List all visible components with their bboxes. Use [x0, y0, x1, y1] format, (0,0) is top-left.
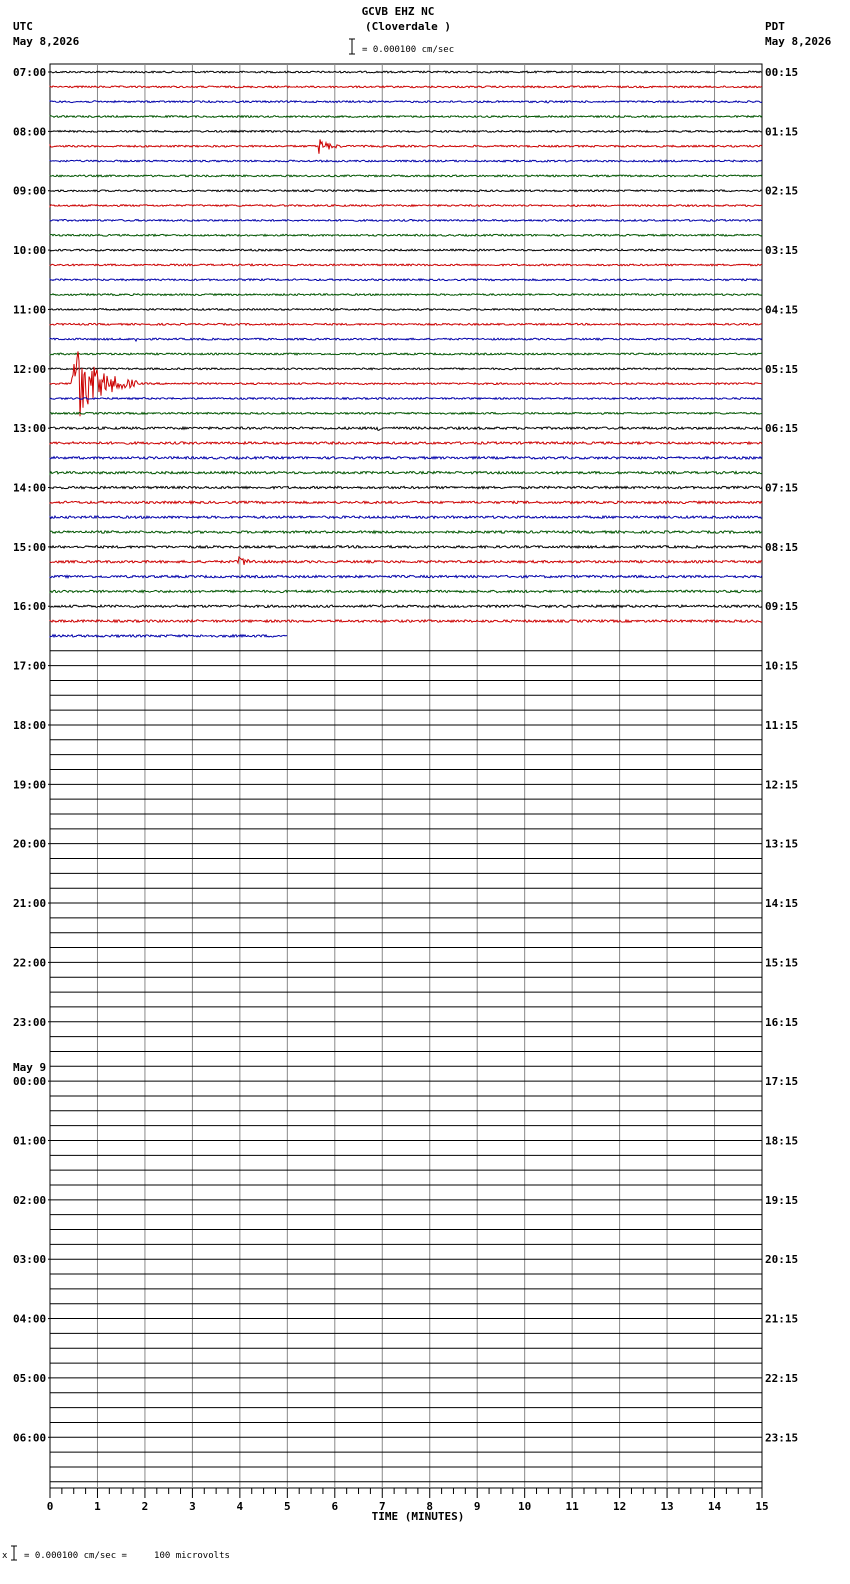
- seismic-trace: [50, 351, 762, 416]
- pdt-hour-label: 23:15: [765, 1431, 799, 1445]
- x-tick-label: 15: [755, 1500, 769, 1513]
- utc-hour-label: 07:00: [13, 66, 47, 79]
- x-tick-label: 4: [236, 1500, 244, 1513]
- utc-hour-label: 13:00: [13, 422, 47, 436]
- pdt-hour-label: 05:15: [765, 362, 799, 376]
- seismic-trace: [50, 557, 762, 565]
- pdt-hour-label: 03:15: [765, 244, 799, 258]
- station-title: GCVB EHZ NC: [361, 5, 435, 18]
- utc-hour-label: 22:00: [13, 956, 47, 970]
- utc-hour-label: 21:00: [13, 897, 47, 911]
- utc-hour-label: 15:00: [13, 540, 47, 554]
- seismic-trace: [50, 398, 762, 400]
- pdt-hour-label: 00:15: [765, 66, 799, 79]
- seismic-trace: [50, 486, 762, 488]
- utc-hour-labels: [13, 66, 50, 1444]
- x-tick-label: 7: [378, 1500, 386, 1513]
- left-timezone: UTC: [13, 20, 33, 33]
- seismic-trace: [50, 190, 762, 192]
- scale-label: = 0.000100 cm/sec: [362, 45, 455, 55]
- pdt-hour-label: 09:15: [765, 600, 799, 614]
- x-tick-label: 3: [189, 1500, 196, 1513]
- pdt-hour-label: 12:15: [765, 778, 799, 792]
- utc-hour-label: 16:00: [13, 600, 47, 614]
- utc-hour-label: 19:00: [13, 778, 47, 792]
- pdt-hour-label: 15:15: [765, 956, 799, 970]
- utc-hour-label: 11:00: [13, 303, 47, 317]
- utc-hour-label: 03:00: [13, 1253, 47, 1267]
- x-tick-label: 12: [612, 1500, 627, 1513]
- seismic-trace: [50, 368, 762, 370]
- pdt-hour-label: 14:15: [765, 897, 799, 911]
- pdt-hour-label: 16:15: [765, 1015, 799, 1029]
- x-tick-label: 9: [473, 1500, 481, 1513]
- seismic-trace: [50, 427, 762, 430]
- seismic-trace: [50, 442, 762, 444]
- scale-bar-icon: [349, 39, 355, 54]
- seismic-trace: [50, 471, 762, 473]
- utc-hour-label: 01:00: [13, 1134, 47, 1148]
- seismic-trace: [50, 309, 762, 311]
- seismic-trace: [50, 279, 762, 281]
- seismic-trace: [50, 220, 762, 222]
- pdt-hour-label: 07:15: [765, 481, 799, 495]
- utc-hour-label: 12:00: [13, 362, 47, 376]
- seismic-trace: [50, 590, 762, 592]
- utc-hour-label: 20:00: [13, 837, 47, 851]
- utc-hour-label: 04:00: [13, 1312, 47, 1326]
- seismic-trace: [50, 457, 762, 459]
- footer-scale-note: = 0.000100 cm/sec = 100 microvolts: [24, 1551, 230, 1561]
- pdt-hour-label: 18:15: [765, 1134, 799, 1148]
- pdt-hour-label: 02:15: [765, 184, 799, 198]
- seismic-trace: [50, 116, 762, 118]
- seismic-trace: [50, 546, 762, 548]
- x-tick-label: 5: [284, 1500, 291, 1513]
- seismic-trace: [50, 575, 762, 577]
- x-tick-label: 0: [46, 1500, 54, 1513]
- pdt-hour-labels: [765, 66, 798, 1444]
- pdt-hour-label: 10:15: [765, 659, 799, 673]
- seismic-trace: [50, 101, 762, 103]
- seismic-trace: [50, 249, 762, 251]
- pdt-hour-label: 04:15: [765, 303, 799, 317]
- seismic-trace: [50, 412, 762, 414]
- utc-hour-label: 10:00: [13, 244, 47, 258]
- footer-marker: x: [2, 1551, 8, 1561]
- seismic-trace: [50, 501, 762, 503]
- seismic-trace: [50, 620, 762, 622]
- pdt-hour-label: 11:15: [765, 718, 799, 732]
- seismic-trace: [50, 531, 762, 533]
- seismic-trace: [50, 323, 762, 325]
- right-timezone: PDT: [765, 20, 785, 33]
- seismic-trace: [50, 71, 762, 73]
- station-location: (Cloverdale ): [364, 20, 452, 33]
- seismic-trace: [50, 234, 762, 236]
- seismic-trace: [50, 160, 762, 162]
- x-tick-label: 13: [660, 1500, 674, 1513]
- pdt-hour-label: 08:15: [765, 540, 799, 554]
- x-tick-label: 2: [141, 1500, 149, 1513]
- pdt-hour-label: 13:15: [765, 837, 799, 851]
- left-date: May 8,2026: [13, 35, 80, 48]
- right-date: May 8,2026: [765, 35, 832, 48]
- utc-hour-label: 05:00: [13, 1371, 47, 1385]
- utc-hour-label: 00:00: [13, 1075, 47, 1089]
- seismic-trace: [50, 175, 762, 177]
- seismic-trace: [50, 338, 762, 341]
- pdt-hour-label: 21:15: [765, 1312, 799, 1326]
- pdt-hour-label: 22:15: [765, 1371, 799, 1385]
- seismic-trace: [50, 130, 762, 132]
- seismic-trace: [50, 139, 762, 153]
- seismic-trace: [50, 294, 762, 296]
- x-tick-label: 6: [331, 1500, 339, 1513]
- x-tick-label: 10: [518, 1500, 532, 1513]
- footer-scale-icon: [11, 1546, 17, 1560]
- pdt-hour-label: 06:15: [765, 422, 799, 436]
- seismic-trace: [50, 86, 762, 88]
- x-tick-label: 11: [565, 1500, 579, 1513]
- seismic-trace: [50, 264, 762, 266]
- utc-hour-label: 17:00: [13, 659, 47, 673]
- date-change-label: May 9: [13, 1061, 47, 1075]
- pdt-hour-label: 17:15: [765, 1075, 799, 1089]
- utc-hour-label: 14:00: [13, 481, 47, 495]
- seismic-trace: [50, 635, 287, 637]
- seismic-trace: [50, 605, 762, 607]
- utc-hour-label: 06:00: [13, 1431, 47, 1445]
- seismic-trace: [50, 353, 762, 355]
- seismic-trace: [50, 516, 762, 518]
- seismic-trace: [50, 205, 762, 207]
- utc-hour-label: 18:00: [13, 718, 47, 732]
- pdt-hour-label: 19:15: [765, 1193, 799, 1207]
- utc-hour-label: 09:00: [13, 184, 47, 198]
- utc-hour-label: 02:00: [13, 1193, 47, 1207]
- x-tick-label: 1: [94, 1500, 101, 1513]
- utc-hour-label: 08:00: [13, 125, 47, 139]
- x-tick-label: 8: [426, 1500, 434, 1513]
- traces: [50, 71, 762, 1482]
- x-axis-label: TIME (MINUTES): [371, 1510, 465, 1523]
- pdt-hour-label: 01:15: [765, 125, 799, 139]
- x-tick-label: 14: [707, 1500, 722, 1513]
- utc-hour-label: 23:00: [13, 1015, 47, 1029]
- pdt-hour-label: 20:15: [765, 1253, 799, 1267]
